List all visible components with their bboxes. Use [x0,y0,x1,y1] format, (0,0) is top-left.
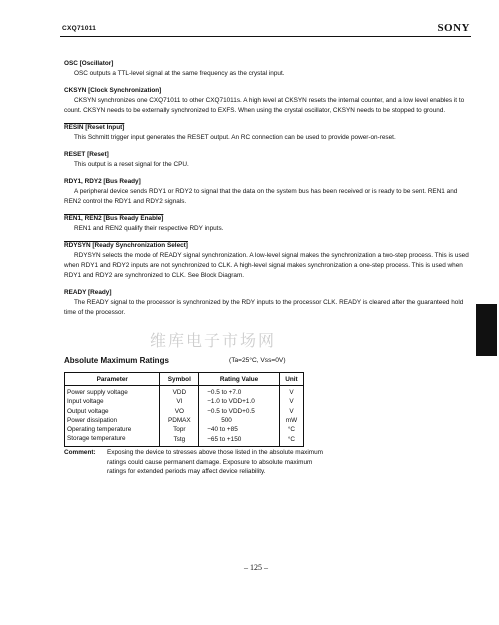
cell-symbol: VDD [160,386,199,398]
table-row [65,416,304,425]
section-ren [64,214,472,234]
amr-condition: (Ta=25°C, Vss=0V) [229,357,286,364]
column-header: Parameter [65,373,160,386]
cell-parameter: Power dissipation [67,416,118,424]
cell-parameter: Storage temperature [67,435,126,443]
brand-logo: SONY [437,22,470,34]
cell-parameter: Power supply voltage [67,389,128,396]
comment-block [64,448,324,477]
cell-symbol: VI [160,397,199,406]
amr-title: Absolute Maximum Ratings [64,356,169,365]
section-cksyn [64,86,472,116]
table-header-row [65,373,304,386]
section-title: RESET [Reset] [64,151,109,158]
section-title: RDYSYN [Ready Synchronization Select] [64,242,188,249]
section-body: REN1 and REN2 qualify their respective RDY inputs. [74,225,224,232]
section-osc [64,59,472,79]
cell-rating: −0.5 to +7.0 [199,386,280,398]
cell-unit: V [279,386,303,398]
table-row [65,434,304,446]
cell-unit: °C [279,425,303,434]
cell-unit: °C [279,434,303,446]
cell-rating: −40 to +85 [199,425,280,434]
table-row [65,425,304,434]
pin-descriptions [64,59,472,325]
section-title: CKSYN [Clock Synchronization] [64,87,162,94]
table-row [65,386,304,398]
section-title: OSC [Oscillator] [64,60,114,67]
section-rdy [64,177,472,207]
cell-unit: V [279,397,303,406]
section-ready [64,288,472,318]
column-header: Symbol [160,373,199,386]
section-body: CKSYN synchronizes one CXQ71011 to other CXQ71011s. A high level at CKSYN resets the internal counter, and a low level enables it to count. CKSYN needs to be externally synchronized to EXFS. When using the crystal oscillator, CKSYN needs to be stopped to ground. [64,97,465,114]
cell-symbol: Tstg [160,434,199,446]
table-row [65,407,304,416]
header-rule [60,36,471,37]
cell-unit: mW [279,416,303,425]
section-title: RESIN [Reset Input] [64,124,125,131]
section-rdysyn [64,241,472,281]
watermark: 维库电子市场网 [150,331,277,350]
section-resin [64,123,472,143]
section-body: The READY signal to the processor is synchronized by the RDY inputs to the processor CLK. READY is cleared after the guaranteed hold time of the processor. [64,299,464,316]
cell-unit: V [279,407,303,416]
cell-symbol: PDMAX [160,416,199,425]
column-header: Rating Value [199,373,280,386]
cell-parameter: Output voltage [67,407,109,415]
cell-rating: −0.5 to VDD+0.5 [199,407,280,416]
comment-label: Comment: [64,449,96,456]
section-body: This output is a reset signal for the CPU. [74,161,189,168]
section-title: READY [Ready] [64,289,112,296]
document-code: CXQ71011 [62,25,97,32]
column-header: Unit [279,373,303,386]
absolute-maximum-ratings-table [64,372,304,447]
cell-parameter: Input voltage [67,398,104,406]
section-body: OSC outputs a TTL-level signal at the same frequency as the crystal input. [74,70,285,77]
cell-symbol: VO [160,407,199,416]
comment-text: Exposing the device to stresses above those listed in the absolute maximum ratings could cause permanent damage. Exposure to absolute maximum ratings for extended periods may affect device reliability. [107,449,323,476]
cell-rating: −1.0 to VDD+1.0 [199,397,280,406]
page-number: – 125 – [244,563,268,572]
section-body: RDYSYN selects the mode of READY signal synchronization. A low-level signal makes the synchronization a two-step process. This is used when RDY1 and RDY2 inputs are not synchronized to CLK. A high-level signal makes synchronization a one-step process. This is used when RDY1 and RDY2 are synchronized to CLK. See Block Diagram. [64,252,469,279]
section-title: REN1, REN2 [Bus Ready Enable] [64,215,164,222]
page-edge-tab [476,304,497,356]
table-row [65,397,304,406]
cell-rating: 500 [199,416,280,425]
section-reset [64,150,472,170]
section-body: A peripheral device sends RDY1 or RDY2 to signal that the data on the system bus has been received or is ready to be sent. REN1 and REN2 control the RDY1 and RDY2 signals. [64,188,458,205]
cell-rating: −65 to +150 [199,434,280,446]
section-body: This Schmitt trigger input generates the RESET output. An RC connection can be used to provide power-on-reset. [74,134,396,141]
section-title: RDY1, RDY2 [Bus Ready] [64,178,141,185]
cell-symbol: Topr [160,425,199,434]
cell-parameter: Operating temperature [67,426,132,434]
